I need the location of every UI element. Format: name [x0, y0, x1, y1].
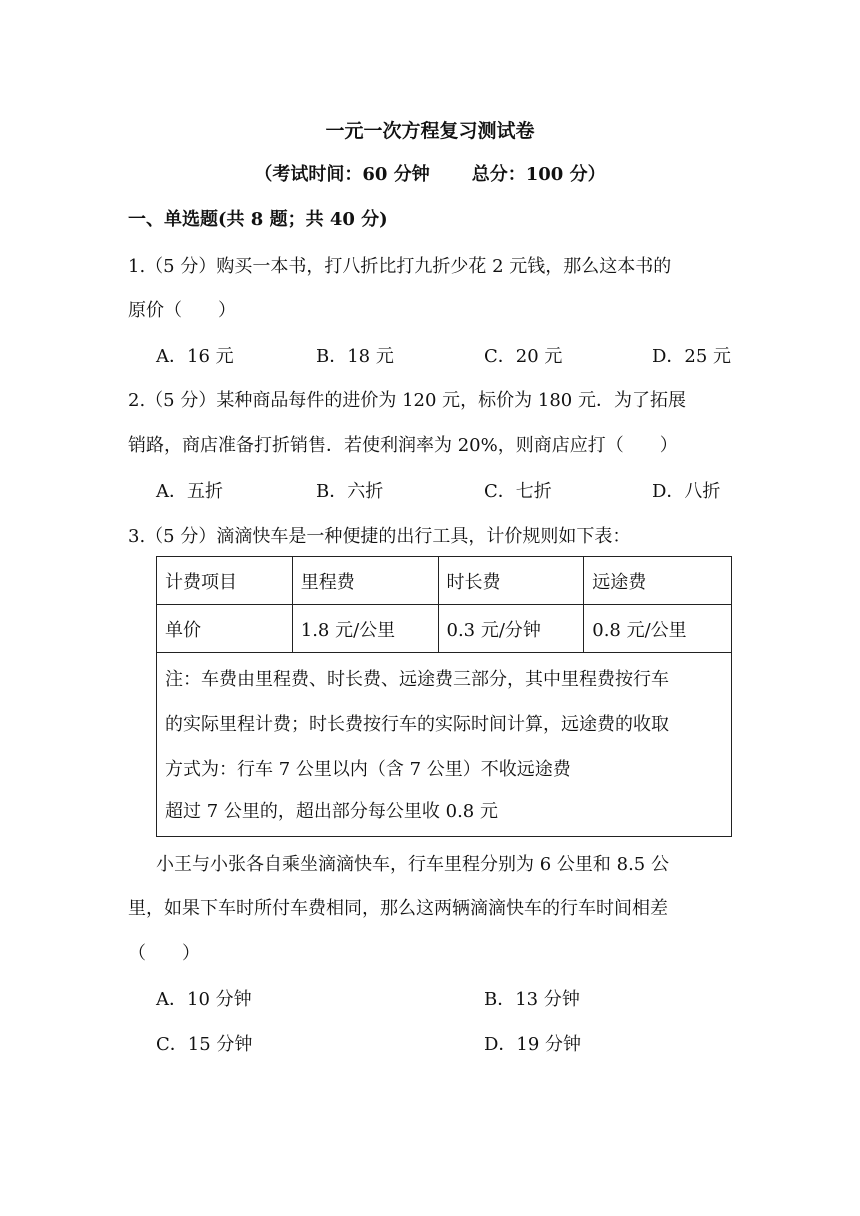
question-3-option-b[interactable]: B．13 分钟 — [484, 989, 580, 1010]
fee-table-cell: 时长费 — [438, 557, 584, 605]
question-1-option-b[interactable]: B．18 元 — [316, 346, 394, 367]
question-1-option-a[interactable]: A．16 元 — [156, 346, 234, 367]
question-1-line1: 1.（5 分）购买一本书，打八折比打九折少花 2 元钱，那么这本书的 — [128, 256, 672, 277]
section-title: 一、单选题(共 8 题；共 40 分) — [128, 209, 388, 230]
fee-table-cell: 远途费 — [584, 557, 732, 605]
question-3-option-d[interactable]: D．19 分钟 — [484, 1034, 582, 1055]
question-2-option-b[interactable]: B．六折 — [316, 481, 384, 502]
question-3-text-line1: 小王与小张各自乘坐滴滴快车，行车里程分别为 6 公里和 8.5 公 — [156, 854, 669, 875]
fee-table-cell: 计费项目 — [157, 557, 293, 605]
fee-table-cell: 0.3 元/分钟 — [438, 605, 584, 653]
fee-table-cell: 0.8 元/公里 — [584, 605, 732, 653]
fee-table-note-row — [157, 653, 732, 837]
question-3-line1: 3.（5 分）滴滴快车是一种便捷的出行工具，计价规则如下表： — [128, 526, 631, 547]
fee-table-cell: 1.8 元/公里 — [292, 605, 438, 653]
exam-time: （考试时间：60 分钟 — [254, 164, 430, 185]
fee-table-header-row — [157, 557, 732, 605]
note-line: 超过 7 公里的，超出部分每公里收 0.8 元 — [165, 801, 498, 822]
question-3-text-line3: （ ） — [128, 943, 200, 964]
note-line: 的实际里程计费；时长费按行车的实际时间计算，远途费的收取 — [165, 714, 669, 735]
fee-table — [156, 556, 732, 837]
question-3-option-c[interactable]: C．15 分钟 — [156, 1034, 253, 1055]
fee-table-note — [157, 653, 732, 837]
question-2-option-a[interactable]: A．五折 — [156, 481, 223, 502]
page-title: 一元一次方程复习测试卷 — [325, 120, 535, 142]
fee-table-cell: 里程费 — [292, 557, 438, 605]
question-2-line2: 销路，商店准备打折销售．若使利润率为 20%，则商店应打（ ） — [128, 435, 678, 456]
question-3-text-line2: 里，如果下车时所付车费相同，那么这两辆滴滴快车的行车时间相差 — [128, 898, 668, 919]
question-1-option-d[interactable]: D．25 元 — [652, 346, 732, 367]
exam-total-score: 总分：100 分） — [471, 164, 606, 185]
question-2-line1: 2.（5 分）某种商品每件的进价为 120 元，标价为 180 元．为了拓展 — [128, 390, 686, 411]
question-1-option-c[interactable]: C．20 元 — [484, 346, 563, 367]
note-line: 方式为：行车 7 公里以内（含 7 公里）不收远途费 — [165, 759, 571, 780]
fee-table-cell: 单价 — [157, 605, 293, 653]
question-2-option-c[interactable]: C．七折 — [484, 481, 552, 502]
exam-info — [0, 160, 860, 186]
question-2-option-d[interactable]: D．八折 — [652, 481, 721, 502]
fee-table-price-row — [157, 605, 732, 653]
question-3-option-a[interactable]: A．10 分钟 — [156, 989, 252, 1010]
question-1-line2: 原价（ ） — [128, 300, 236, 321]
note-line: 注：车费由里程费、时长费、远途费三部分，其中里程费按行车 — [165, 669, 669, 690]
